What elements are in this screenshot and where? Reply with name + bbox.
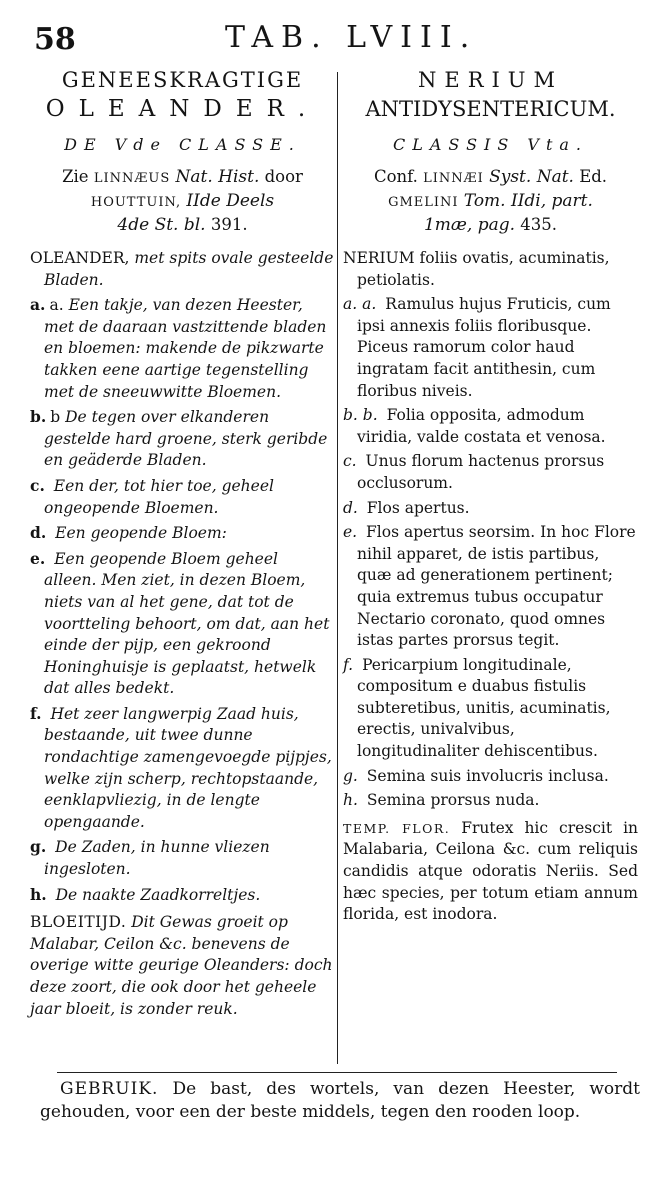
entry-text: Flos apertus seorsim. In hoc Flore nihil apparet, de istis partibus, quæ ad generationem pertinent; quia extremus tubus occupatur Nectario coronato, quod omnes istas partes prorsus tegit. [357, 523, 636, 650]
ref-door: door [264, 167, 303, 186]
latin-entry [343, 451, 638, 494]
ref-prefix: Conf. [373, 167, 418, 186]
usage-note [40, 1078, 640, 1124]
entry-text: Semina prorsus nuda. [366, 791, 540, 810]
entry-text: Het zeer langwerpig Zaad huis, bestaande, uit twee dunne rondachtige zamengevoegde pijpjes, welke zijn scherp, rechtopstaande, eenklapvliezig, in de lengte opengaande. [44, 704, 332, 831]
ref-work: Syst. Nat. [489, 167, 574, 187]
dutch-reference [30, 166, 335, 236]
dutch-entry [30, 406, 335, 472]
ref-page: 391. [210, 215, 248, 234]
latin-entry [343, 522, 638, 652]
entry-text: Ramulus hujus Fruticis, cum ipsi annexis foliis floribusque. Piceus ramorum color haud ingratam facit antithesin, cum floribus niveis. [357, 295, 611, 400]
latin-entry [343, 294, 638, 402]
entry-text: De naakte Zaadkorreltjes. [55, 885, 261, 904]
entry-label: f. [343, 655, 354, 674]
ref-editor: GMELINI [388, 195, 459, 210]
entry-label: f. [30, 703, 42, 723]
ref-section: 4de St. bl. [117, 215, 206, 235]
ref-author: LINNÆUS [93, 171, 171, 186]
dutch-entry [30, 548, 335, 700]
entry-text: met spits ovale gesteelde Bladen. [44, 249, 334, 289]
entry-text: Een geopende Bloem geheel alleen. Men ziet, in dezen Bloem, niets van al het gene, dat tot de voortteling behoort, om dat, aan het einde der pijp, een gekroond Honinghuisje is geplaatst, hetwelk dat alles bedekt. [44, 549, 330, 698]
latin-title-line2: ANTIDYSENTERICUM. [365, 97, 616, 121]
entry-label: a. [30, 295, 46, 315]
dutch-class: DE Vde CLASSE. [64, 135, 301, 154]
entry-text: Flos apertus. [366, 498, 470, 517]
entry-label: g. [30, 837, 47, 857]
latin-flowering-time [343, 818, 638, 926]
entry-label: g. [343, 766, 358, 785]
entry-text: foliis ovatis, acuminatis, petiolatis. [357, 249, 610, 289]
dutch-flowering-time [30, 912, 335, 1020]
dutch-entry [30, 884, 335, 907]
dutch-entry [30, 294, 335, 403]
entry-text: Een takje, van dezen Heester, met de daaraan vastzittende bladen en bloemen: makende de pikzwarte takken eene aartige tegenstelling met de sneeuwwitte Bloemen. [44, 296, 327, 401]
entry-head: b [50, 408, 61, 427]
latin-entry [343, 498, 638, 520]
entry-label: d. [30, 523, 47, 543]
dutch-entry [30, 522, 335, 545]
latin-class: CLASSIS Vta. [392, 135, 589, 154]
footer-rule [57, 1072, 617, 1073]
usage-label: GEBRUIK. [60, 1079, 159, 1099]
latin-entry [343, 248, 638, 291]
dutch-title-line1: GENEESKRAGTIGE [61, 68, 304, 92]
entry-head: NERIUM [343, 249, 415, 267]
ref-part: IIde Deels [186, 191, 275, 211]
ref-part: Tom. IIdi, part. [463, 191, 593, 211]
entry-label: h. [343, 791, 358, 810]
dutch-entry [30, 836, 335, 880]
entry-text: Unus florum hactenus prorsus occlusorum. [357, 452, 605, 492]
entry-text: De tegen over elkanderen gestelde hard groene, sterk geribde en geäderde Bladen. [44, 408, 328, 470]
latin-entry [343, 655, 638, 763]
flowering-label: BLOEITIJD. [30, 913, 127, 932]
entry-head: a. [49, 296, 64, 315]
entry-label: h. [30, 884, 47, 904]
ref-ed: Ed. [579, 167, 608, 186]
ref-work: Nat. Hist. [175, 167, 260, 187]
entry-text: De Zaden, in hunne vliezen ingesloten. [44, 838, 270, 879]
dutch-entries [30, 248, 335, 906]
dutch-entry [30, 248, 335, 291]
latin-title-line1: NERIUM [417, 68, 563, 92]
running-head: TAB. LVIII. [225, 20, 478, 55]
latin-column [343, 66, 638, 926]
ref-section: 1mæ, pag. [423, 215, 516, 235]
flowering-label: TEMP. FLOR. [343, 820, 451, 836]
entry-label: b. b. [343, 406, 378, 425]
entry-text: Een geopende Bloem: [55, 524, 227, 543]
ref-page: 435. [520, 215, 558, 234]
entry-text: Een der, tot hier toe, geheel ongeopende Bloemen. [44, 476, 274, 517]
ref-author: LINNÆI [423, 171, 484, 186]
dutch-entry [30, 475, 335, 519]
latin-entries [343, 248, 638, 812]
latin-reference [343, 166, 638, 236]
latin-entry [343, 405, 638, 448]
page-number: 58 [34, 22, 76, 57]
entry-label: e. [343, 523, 358, 542]
ref-translator: HOUTTUIN, [90, 195, 182, 210]
entry-head: OLEANDER, [30, 249, 130, 267]
flowering-text: Frutex hic crescit in Malabaria, Ceilona &c. cum reliquis candidis atque odoratis Neriis. Sed hæc species, per totum etiam annum florida, est inodora. [343, 818, 639, 924]
latin-entry [343, 790, 638, 812]
entry-text: Semina suis involucris inclusa. [366, 766, 609, 785]
dutch-column [30, 66, 335, 1020]
entry-text: Pericarpium longitudinale, compositum e duabus fistulis subteretibus, unitis, acuminatis, erectis, univalvibus, longitudinaliter dehiscentibus. [357, 655, 611, 761]
dutch-entry [30, 703, 335, 834]
ref-prefix: Zie [62, 167, 89, 186]
column-divider [337, 72, 338, 1064]
usage-text: De bast, des wortels, van dezen Heester, wordt gehouden, voor een der beste middels, tegen den rooden loop. [40, 1079, 641, 1122]
entry-label: e. [30, 548, 46, 568]
entry-label: d. [343, 498, 358, 517]
entry-label: c. [30, 475, 45, 495]
dutch-title-line2: OLEANDER. [45, 96, 320, 122]
entry-label: c. [343, 452, 357, 471]
entry-text: Folia opposita, admodum viridia, valde costata et venosa. [357, 406, 606, 446]
entry-label: a. a. [343, 295, 377, 314]
flowering-text: Dit Gewas groeit op Malabar, Ceilon &c. benevens de overige witte geurige Oleanders: doch deze zoort, die ook door het geheele jaar bloeit, is zonder reuk. [30, 913, 333, 1018]
latin-entry [343, 766, 638, 788]
entry-label: b. [30, 407, 47, 427]
